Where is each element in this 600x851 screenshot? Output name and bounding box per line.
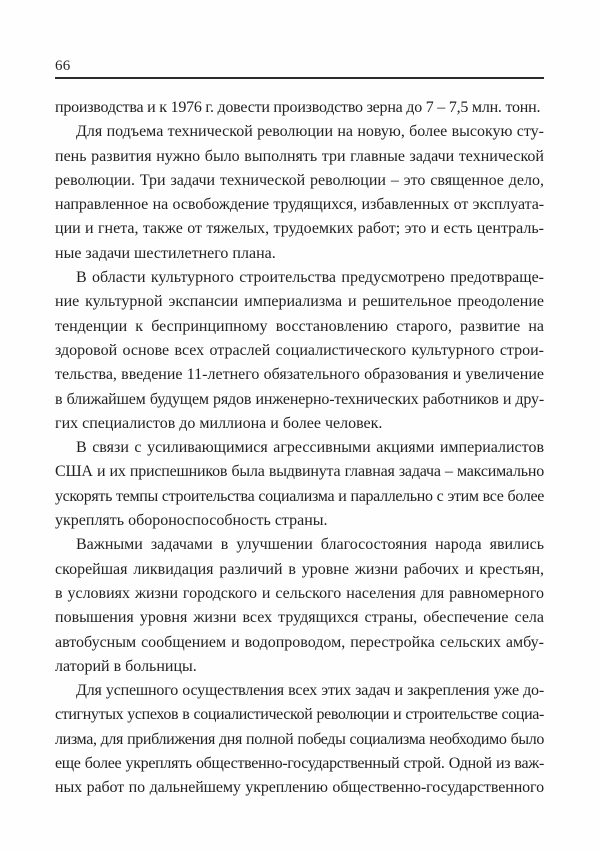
text-line: ние культурной экспансии империализма и решительное преодоление [55,293,544,311]
text-line: еще более укреплять общественно-государственный строй. Одной из важ- [55,755,544,773]
paragraph [55,679,544,800]
text-line: автобусным сообщением и водопроводом, перестройка сельских амбу- [55,633,544,651]
text-line: здоровой основе всех отраслей социалистического культурного строи- [55,341,544,359]
text-line: ных работ по дальнейшему укреплению общественно-государственного [55,779,544,797]
paragraph [55,120,544,266]
text-line: производства и к 1976 г. довести производство зерна до 7 – 7,5 млн. тонн. [55,99,541,116]
text-line: пень развития нужно было выполнять три главные задачи технической [55,147,544,165]
text-line: повышения уровня жизни всех трудящихся страны, обеспечение села [55,609,544,627]
text-line: стигнутых успехов в социалистической революции и строительстве социа- [55,706,544,724]
text-line: укреплять обороноспособность страны. [55,512,328,530]
text-line: в ближайшем будущем рядов инженерно-технических работников и дру- [55,390,544,408]
text-line: гих специалистов до миллиона и более человек. [55,414,383,432]
paragraph [55,266,544,436]
text-line: лизма, для приближения дня полной победы социализма необходимо было [55,730,544,748]
page-header [55,0,544,79]
text-line: США и их приспешников была выдвинута главная задача – максимально [55,463,544,481]
text-line: направленное на освобождение трудящихся, избавленных от эксплуата- [55,196,544,214]
text-line: В области культурного строительства предусмотрено предотвраще- [76,269,544,287]
paragraph [55,533,544,679]
text-block [55,96,544,801]
text-line: революции. Три задачи технической революции – это священное дело, [55,171,544,189]
page-number: 66 [55,58,71,74]
text-line: ные задачи шестилетнего плана. [55,244,276,262]
text-line: ции и гнета, также от тяжелых, трудоемких работ; это и есть централь- [55,220,544,238]
text-line: В связи с усиливающимися агрессивными акциями империалистов [76,439,544,457]
paragraph [55,96,544,120]
paragraph [55,436,544,533]
text-line: Важными задачами в улучшении благосостояния народа явились [76,536,544,554]
text-line: тенденции к беспринципному восстановлению старого, развитие на [55,317,544,335]
text-line: ускорять темпы строительства социализма и параллельно с этим все более [55,487,544,505]
text-line: Для успешного осуществления всех этих задач и закрепления уже до- [76,682,544,700]
text-line: латорий в больницы. [55,657,197,675]
text-line: тельства, введение 11-летнего обязательного образования и увеличение [55,366,544,384]
text-line: Для подъема технической революции на новую, более высокую сту- [76,123,544,141]
text-line: скорейшая ликвидация различий в уровне жизни рабочих и крестьян, [55,560,544,578]
text-line: в условиях жизни городского и сельского населения для равномерного [55,584,544,602]
